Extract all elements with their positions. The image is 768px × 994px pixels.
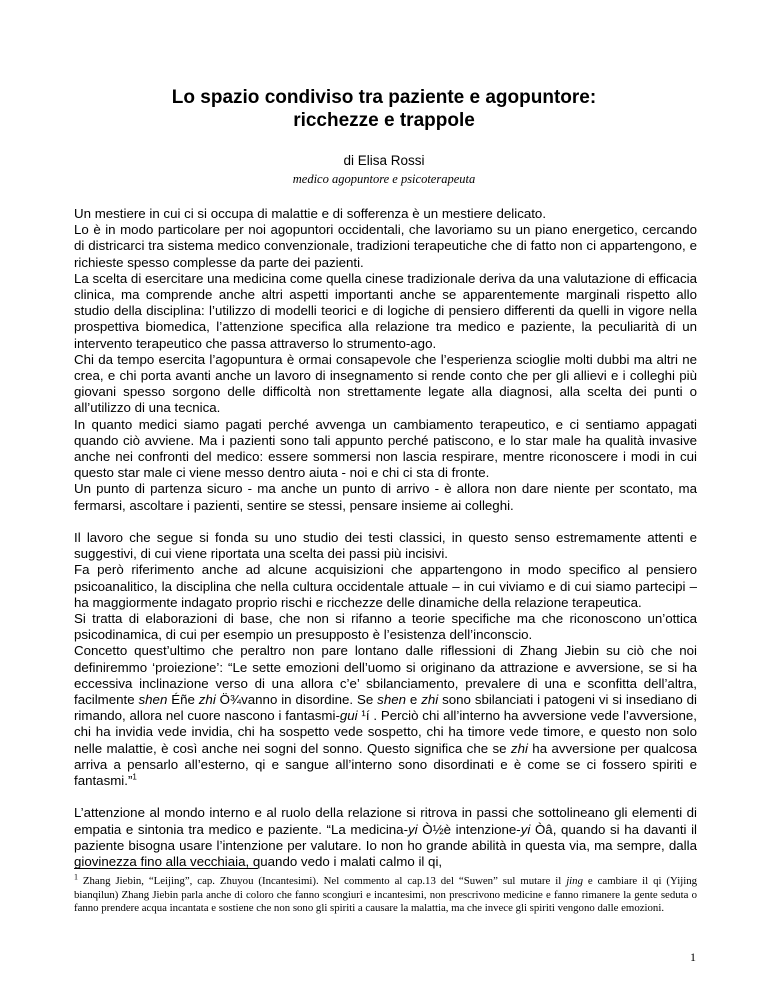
text-run: Concetto quest’ultimo che peraltro non pare lontano dalle riflessioni di Zhang Jiebin su ciò che noi definiremmo ‘proiezione’: “Le sette emozioni dell’uomo si originano da attrazione e avversione, se si ha eccessiva inclinazione verso di una allora c’e’ sbilanciamento, prevalere di una e sconfitta dell’altra, facilmente bbox=[74, 643, 697, 708]
paragraph-line: Si tratta di elaborazioni di base, che non si rifanno a teorie specifiche ma che riconoscono un’ottica psicodinamica, di cui per esempio un presupposto è l’esistenza dell’inconscio. bbox=[74, 611, 697, 643]
footnote-separator bbox=[74, 868, 258, 869]
term-zhi: zhi bbox=[421, 692, 439, 708]
paragraph-3 bbox=[74, 805, 697, 870]
text-run: e bbox=[406, 692, 422, 708]
paragraph-line: La scelta di esercitare una medicina come quella cinese tradizionale deriva da una valutazione di efficacia clinica, ma comprende anche altri aspetti importanti anche se apparentemente marginali rispetto allo studio della disciplina: l’utilizzo di modelli teorici e di logiche di pensiero differenti da quelli in vigore nella prospettiva biomedica, l’attenzione specifica alla relazione tra medico e paziente, la peculiarità di un intervento terapeutico che passa attraverso lo strumento-ago. bbox=[74, 270, 697, 351]
paragraph-line: Fa però riferimento anche ad alcune acquisizioni che appartengono in modo specifico al pensiero psicoanalitico, la disciplina che nella cultura occidentale attuale – in cui viviamo e di cui siamo partecipi – ha maggiormente indagato proprio rischi e ricchezze delle dinamiche della relazione terapeutica. bbox=[74, 562, 697, 610]
glyph-run: Éñe bbox=[167, 692, 199, 708]
paragraph-line: Il lavoro che segue si fonda su uno studio dei testi classici, in questo senso estremamente attenti e suggestivi, di cui viene riportata una scelta dei passi più incisivi. bbox=[74, 530, 697, 562]
title-line-1: Lo spazio condiviso tra paziente e agopuntore: bbox=[171, 87, 597, 108]
footnote-number: 1 bbox=[74, 872, 78, 882]
term-yi: yi bbox=[520, 821, 531, 837]
quote-paragraph bbox=[74, 643, 697, 789]
text-run: e cambiare il qi (Yijing bianqilun) Zhang Jiebin parla anche di coloro che fanno scongiuri e incantesimi, non prescrivono medicine e fanno rimanere la gente seduta o fanno prendere acqua incantata e sostiene che non sono gli spiriti a causare la malattia, ma che invece gli spiriti vengono dalle emozioni. bbox=[74, 875, 697, 915]
author-name: di Elisa Rossi bbox=[343, 153, 425, 168]
text-run: quando si ha davanti il paziente bisogna usare l’intenzione per valutare. Io non ho grande abilità in questa via, ma sempre, dalla giovinezza fino alla vecchiaia, quando vedo i malati calmo il qi, bbox=[74, 821, 697, 870]
term-shen: shen bbox=[377, 692, 407, 708]
text-run: Zhang Jiebin, “Leijing”, cap. Zhuyou (Incantesimi). Nel commento al cap.13 del “Suwen” sul mutare il bbox=[78, 875, 567, 887]
paragraph-line: Lo è in modo particolare per noi agopuntori occidentali, che lavoriamo su un piano energetico, cercando di districarci tra sistema medico convenzionale, tradizioni terapeutiche che di fatto non ci appartengono, e richieste spesso complesse da parte dei pazienti. bbox=[74, 222, 697, 270]
glyph-run: Ò½è intenzione- bbox=[417, 821, 521, 837]
paragraph-line: Chi da tempo esercita l’agopuntura è ormai consapevole che l’esperienza scioglie molti dubbi ma altri ne crea, e chi porta avanti anche un lavoro di insegnamento si rende conto che per gli allievi e i colleghi più giovani spesso sorgono delle difficoltà non strettamente legate alla diagnosi, alla scelta dei punti o all’utilizzo di una tecnica. bbox=[74, 351, 697, 416]
paragraph-line: Un punto di partenza sicuro - ma anche un punto di arrivo - è allora non dare niente per scontato, ma fermarsi, ascoltare i pazienti, sentire se stessi, pensare insieme ai colleghi. bbox=[74, 481, 697, 513]
term-zhi: zhi bbox=[198, 692, 216, 708]
text-run: L’attenzione al mondo interno e al ruolo della relazione si ritrova in passi che sottolineano gli elementi di empatia e sintonia tra medico e paziente. “La medicina- bbox=[74, 805, 697, 837]
term-yi: yi bbox=[408, 821, 418, 837]
text-run: sono sbilanciati i patogeni vi si insediano di rimando, allora nel cuore nascono i fantasmi- bbox=[74, 692, 697, 724]
text-run: vanno in disordine. Se bbox=[241, 692, 378, 708]
title-line-2: ricchezze e trappole bbox=[293, 110, 475, 131]
footnote bbox=[74, 872, 697, 916]
paragraph-line: In quanto medici siamo pagati perché avvenga un cambiamento terapeutico, e ci sentiamo appagati quando ciò avviene. Ma i pazienti sono tali appunto perché patiscono, e lo star male ha qualità invasive anche nei confronti del medico: essere sommersi non lascia respirare, mentre riconoscere i modi in cui questo star male ci viene messo dentro aiuta - noi e chi ci sta di fronte. bbox=[74, 416, 697, 481]
page-number: 1 bbox=[690, 950, 696, 964]
glyph-run: Òâ, bbox=[530, 821, 557, 837]
term-shen: shen bbox=[138, 692, 168, 708]
text-run: ha avversione per qualcosa arriva a pensarlo all’esterno, qi e sangue all’interno sono disordinati e è come se ci fossero spiriti e fantasmi.” bbox=[74, 740, 697, 789]
footnote-ref[interactable]: 1 bbox=[132, 772, 137, 782]
body-text bbox=[74, 206, 697, 886]
paragraph-2 bbox=[74, 530, 697, 789]
document-title bbox=[0, 86, 768, 132]
glyph-run: ¹í bbox=[357, 708, 374, 724]
text-run: . Perciò chi all’interno ha avversione vede l’avversione, chi ha invidia vede invidia, chi ha sospetto vede sospetto, chi ha timore vede timore, e questo non solo nelle malattie, è così anche nei sogni del sonno. Questo significa che se bbox=[74, 708, 697, 756]
paragraph-line: Un mestiere in cui ci si occupa di malattie e di sofferenza è un mestiere delicato. bbox=[74, 206, 547, 221]
glyph-run: Ö¾ bbox=[215, 692, 242, 708]
term-jing: jing bbox=[566, 875, 583, 887]
term-gui: gui bbox=[339, 708, 358, 724]
paragraph-1 bbox=[74, 206, 697, 514]
term-zhi: zhi bbox=[510, 740, 528, 756]
author-role: medico agopuntore e psicoterapeuta bbox=[292, 172, 476, 186]
